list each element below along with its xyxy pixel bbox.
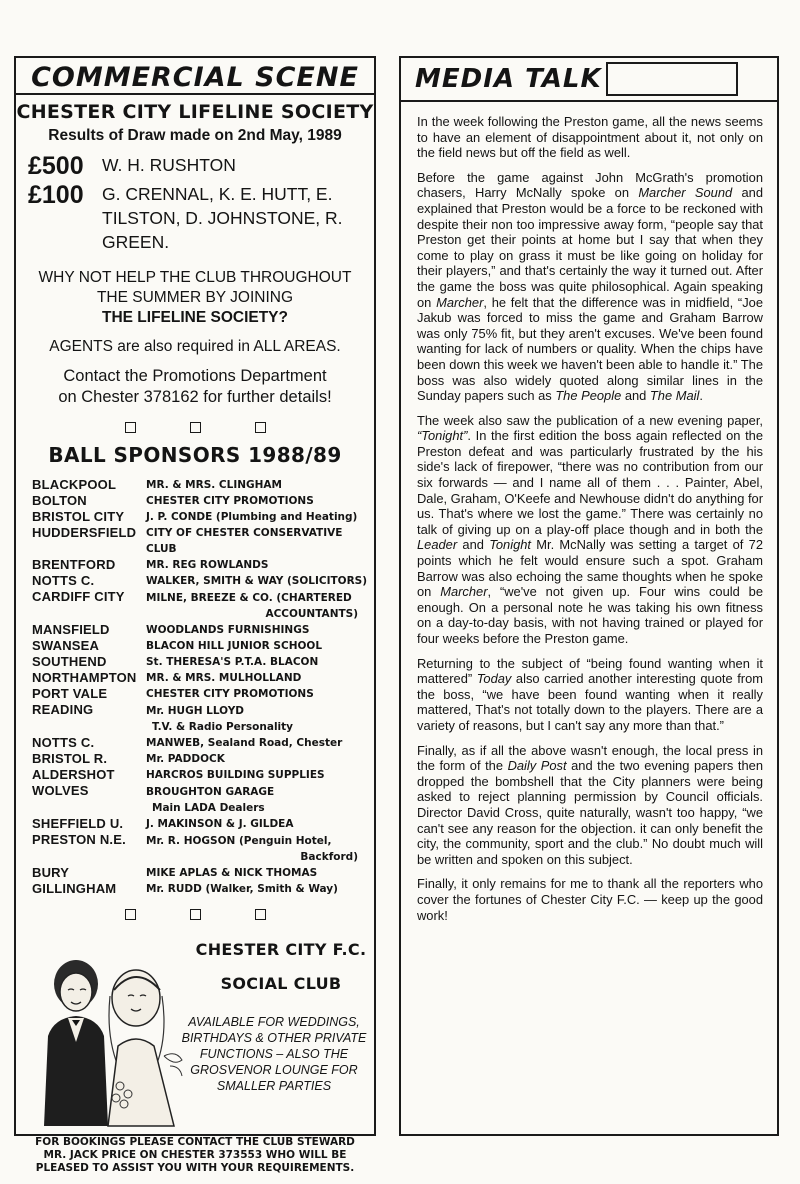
prize-amount: £500 xyxy=(28,152,84,180)
appeal-line: THE SUMMER BY JOINING xyxy=(96,289,294,306)
sponsor-club: NORTHAMPTON xyxy=(32,670,137,685)
sponsor-name-continued: T.V. & Radio Personality xyxy=(152,721,294,733)
sponsor-name-continued: Backford) xyxy=(300,851,358,863)
article-paragraph: Before the game against John McGrath's promotion chasers, Harry McNally spoke on Marcher Sound and explained that Preston would be a force to be reckoned with despite their non too impressive away form, “people say that Preston get their points at home but I say that when they come to play on grass it must be like going on holiday for their players,” and that's certainly the way it turned out. After the game the boss was quite philosophical. Again speaking on Marcher, he felt that the difference was in midfield, “Joe Jakub was forced to miss the game and Graham Barrow was only 75% fit, but they aren't excuses. We've been found wanting for lack of numbers or quality. When the chips have been down this week we haven't been able to handle it.” The boss was also widely quoted along similar lines in the Sunday papers such as The People and The Mail. xyxy=(417,169,764,404)
sponsor-club: BURY xyxy=(32,865,70,880)
commercial-scene-banner: COMMERCIAL SCENE xyxy=(31,62,359,93)
commercial-scene-panel xyxy=(14,56,376,1174)
sponsor-row xyxy=(32,622,374,638)
square-bullet-icon xyxy=(255,909,266,920)
sponsor-club: BOLTON xyxy=(32,493,87,508)
sponsor-name: MILNE, BREEZE & CO. (CHARTERED xyxy=(146,592,352,604)
wedding-couple-illustration xyxy=(24,946,189,1131)
sponsor-row xyxy=(32,816,374,832)
sponsor-club: ALDERSHOT xyxy=(32,767,115,782)
article-paragraph: In the week following the Preston game, all the news seems to have an element of disappointment about it, not only on the field news but off the field as well. xyxy=(417,114,763,161)
square-bullet-icon xyxy=(190,422,201,433)
lifeline-appeal xyxy=(16,268,374,328)
social-club-subtitle: SOCIAL CLUB xyxy=(220,974,342,993)
sponsor-club: PORT VALE xyxy=(32,686,108,701)
sponsor-name: J. MAKINSON & J. GILDEA xyxy=(146,818,294,830)
media-talk-header xyxy=(415,62,777,96)
sponsor-row xyxy=(32,865,374,881)
sponsor-row xyxy=(32,832,374,865)
sponsor-club: MANSFIELD xyxy=(32,622,110,637)
sponsor-club: HUDDERSFIELD xyxy=(32,525,137,540)
draw-results-line: Results of Draw made on 2nd May, 1989 xyxy=(48,127,342,144)
square-bullet-icon xyxy=(255,422,266,433)
square-bullet-icon xyxy=(125,909,136,920)
sponsor-row xyxy=(32,702,374,735)
sponsor-name: Mr. HUGH LLOYD xyxy=(146,705,245,717)
sponsor-club: SOUTHEND xyxy=(32,654,107,669)
article-paragraph: Finally, it only remains for me to thank all the reporters who cover the fortunes of Chester City F.C. — keep up the good work! xyxy=(417,876,763,923)
sponsor-row xyxy=(32,557,374,573)
prize-winners: G. CRENNAL, K. E. HUTT, E. TILSTON, D. JOHNSTONE, R. GREEN. xyxy=(102,184,343,252)
sponsor-club: BLACKPOOL xyxy=(32,477,117,492)
square-bullet-icon xyxy=(125,422,136,433)
sponsor-club: WOLVES xyxy=(32,783,89,798)
banner-box xyxy=(606,62,738,96)
sponsor-name: MR. & MRS. MULHOLLAND xyxy=(146,672,302,684)
sponsor-name: HARCROS BUILDING SUPPLIES xyxy=(146,769,325,781)
sponsor-name: CHESTER CITY PROMOTIONS xyxy=(146,495,314,507)
booking-notice xyxy=(16,1136,374,1175)
sponsor-name: BLACON HILL JUNIOR SCHOOL xyxy=(146,640,323,652)
sponsor-row xyxy=(32,493,374,509)
sponsor-club: BRENTFORD xyxy=(32,557,116,572)
section-separator xyxy=(16,422,374,433)
ball-sponsors-title: BALL SPONSORS 1988/89 xyxy=(48,443,342,467)
sponsor-row xyxy=(32,589,374,622)
sponsor-club: SHEFFIELD U. xyxy=(32,816,124,831)
article-paragraph: Returning to the subject of “being found wanting when it mattered” Today also carried another interesting quote from the boss, “we have been found wanting when it really mattered, That's not totally down to the players. There are a variety of reasons, but I can't say any more than that.” xyxy=(417,655,763,733)
prize-winners: W. H. RUSHTON xyxy=(102,155,236,175)
sponsor-row xyxy=(32,525,374,557)
media-talk-banner: MEDIA TALK xyxy=(415,64,602,94)
section-separator xyxy=(16,909,374,920)
sponsor-row xyxy=(32,654,374,670)
divider xyxy=(16,93,374,95)
contact-line: Contact the Promotions Department xyxy=(63,367,327,385)
sponsor-name: St. THERESA'S P.T.A. BLACON xyxy=(146,656,319,668)
ball-sponsors-list xyxy=(32,477,374,897)
appeal-line: WHY NOT HELP THE CLUB THROUGHOUT xyxy=(38,269,352,286)
contact-notice xyxy=(16,366,374,408)
media-talk-article xyxy=(401,102,777,923)
sponsor-name: CHESTER CITY PROMOTIONS xyxy=(146,688,314,700)
sponsor-row xyxy=(32,783,374,816)
sponsor-name: Mr. RUDD (Walker, Smith & Way) xyxy=(146,883,338,895)
prize-amount: £100 xyxy=(28,181,84,209)
sponsor-row xyxy=(32,767,374,783)
sponsor-row xyxy=(32,881,374,897)
sponsor-name-continued: Main LADA Dealers xyxy=(152,802,265,814)
sponsor-row xyxy=(32,477,374,493)
sponsor-name: MR. & MRS. CLINGHAM xyxy=(146,479,282,491)
sponsor-name: Mr. R. HOGSON (Penguin Hotel, xyxy=(146,835,332,847)
sponsor-row xyxy=(32,751,374,767)
sponsor-row xyxy=(32,573,374,589)
agents-notice: AGENTS are also required in ALL AREAS. xyxy=(49,338,341,355)
sponsor-row xyxy=(32,686,374,702)
sponsor-name: J. P. CONDE (Plumbing and Heating) xyxy=(146,511,358,523)
sponsor-club: NOTTS C. xyxy=(32,735,95,750)
booking-line: MR. JACK PRICE ON CHESTER 373553 WHO WILL BE xyxy=(43,1149,347,1161)
sponsor-club: SWANSEA xyxy=(32,638,100,653)
social-club-ad xyxy=(16,934,374,1174)
sponsor-name: CITY OF CHESTER CONSERVATIVE CLUB xyxy=(146,527,343,555)
media-talk-panel xyxy=(399,56,779,1136)
sponsor-name: MR. REG ROWLANDS xyxy=(146,559,269,571)
appeal-line: THE LIFELINE SOCIETY? xyxy=(101,309,288,326)
sponsor-club: GILLINGHAM xyxy=(32,881,117,896)
sponsor-name: MANWEB, Sealand Road, Chester xyxy=(146,737,343,749)
sponsor-row xyxy=(32,670,374,686)
lifeline-title: CHESTER CITY LIFELINE SOCIETY xyxy=(16,101,374,123)
prize-500 xyxy=(28,153,374,180)
sponsor-row xyxy=(32,735,374,751)
sponsor-row xyxy=(32,638,374,654)
sponsor-row xyxy=(32,509,374,525)
sponsor-name-continued: ACCOUNTANTS) xyxy=(265,608,358,620)
sponsor-name: WOODLANDS FURNISHINGS xyxy=(146,624,310,636)
sponsor-club: CARDIFF CITY xyxy=(32,589,125,604)
social-club-description: AVAILABLE FOR WEDDINGS, BIRTHDAYS & OTHER PRIVATE FUNCTIONS – ALSO THE GROSVENOR LOUNGE FOR SMALLER PARTIES xyxy=(181,1015,367,1093)
sponsor-name: BROUGHTON GARAGE xyxy=(146,786,275,798)
sponsor-name: Mr. PADDOCK xyxy=(146,753,225,765)
sponsor-club: READING xyxy=(32,702,94,717)
sponsor-club: BRISTOL R. xyxy=(32,751,108,766)
square-bullet-icon xyxy=(190,909,201,920)
sponsor-name: WALKER, SMITH & WAY (SOLICITORS) xyxy=(146,575,368,587)
article-paragraph: The week also saw the publication of a new evening paper, “Tonight”. In the first edition the boss again reflected on the Preston defeat and was particularly frustrated by the his side's lack of firepower, “there was no contribution from our six forwards — and I name all of them . . . Painter, Abel, Dale, Graham, O'Keefe and Newhouse didn't do anything for us. That's where we lost the game.” There was certainly no talk of giving up on a play-off place though and in both the Leader and Tonight Mr. McNally was setting a target of 72 points which he felt would ensure such a spot. Graham Barrow was also echoing the same thoughts when he spoke on Marcher, “we've not given up. Four wins could be enough. On a personal note he was taking his own fitness on a day-to-day basis, with not having trained or played for four weeks before the Preston game. xyxy=(417,412,764,646)
article-paragraph: Finally, as if all the above wasn't enough, the local press in the form of the Daily Post and the two evening papers then dropped the bombshell that the City planners were being asked to reject planning permission by Council officials. Director David Cross, quite naturally, wasn't too happy, “we can't see any reason for the objection. it can only benefit the city, the community, sport and the club.” No doubt much will be written and spoken on this subject. xyxy=(417,742,763,867)
sponsor-club: NOTTS C. xyxy=(32,573,95,588)
booking-line: FOR BOOKINGS PLEASE CONTACT THE CLUB STEWARD xyxy=(35,1136,355,1148)
sponsor-name: MIKE APLAS & NICK THOMAS xyxy=(146,867,318,879)
contact-line: on Chester 378162 for further details! xyxy=(58,388,332,406)
social-club-title: CHESTER CITY F.C. xyxy=(195,940,367,959)
prize-100 xyxy=(28,182,374,254)
booking-line: PLEASED TO ASSIST YOU WITH YOUR REQUIREMENTS. xyxy=(35,1162,355,1174)
sponsor-club: BRISTOL CITY xyxy=(32,509,125,524)
sponsor-club: PRESTON N.E. xyxy=(32,832,126,847)
